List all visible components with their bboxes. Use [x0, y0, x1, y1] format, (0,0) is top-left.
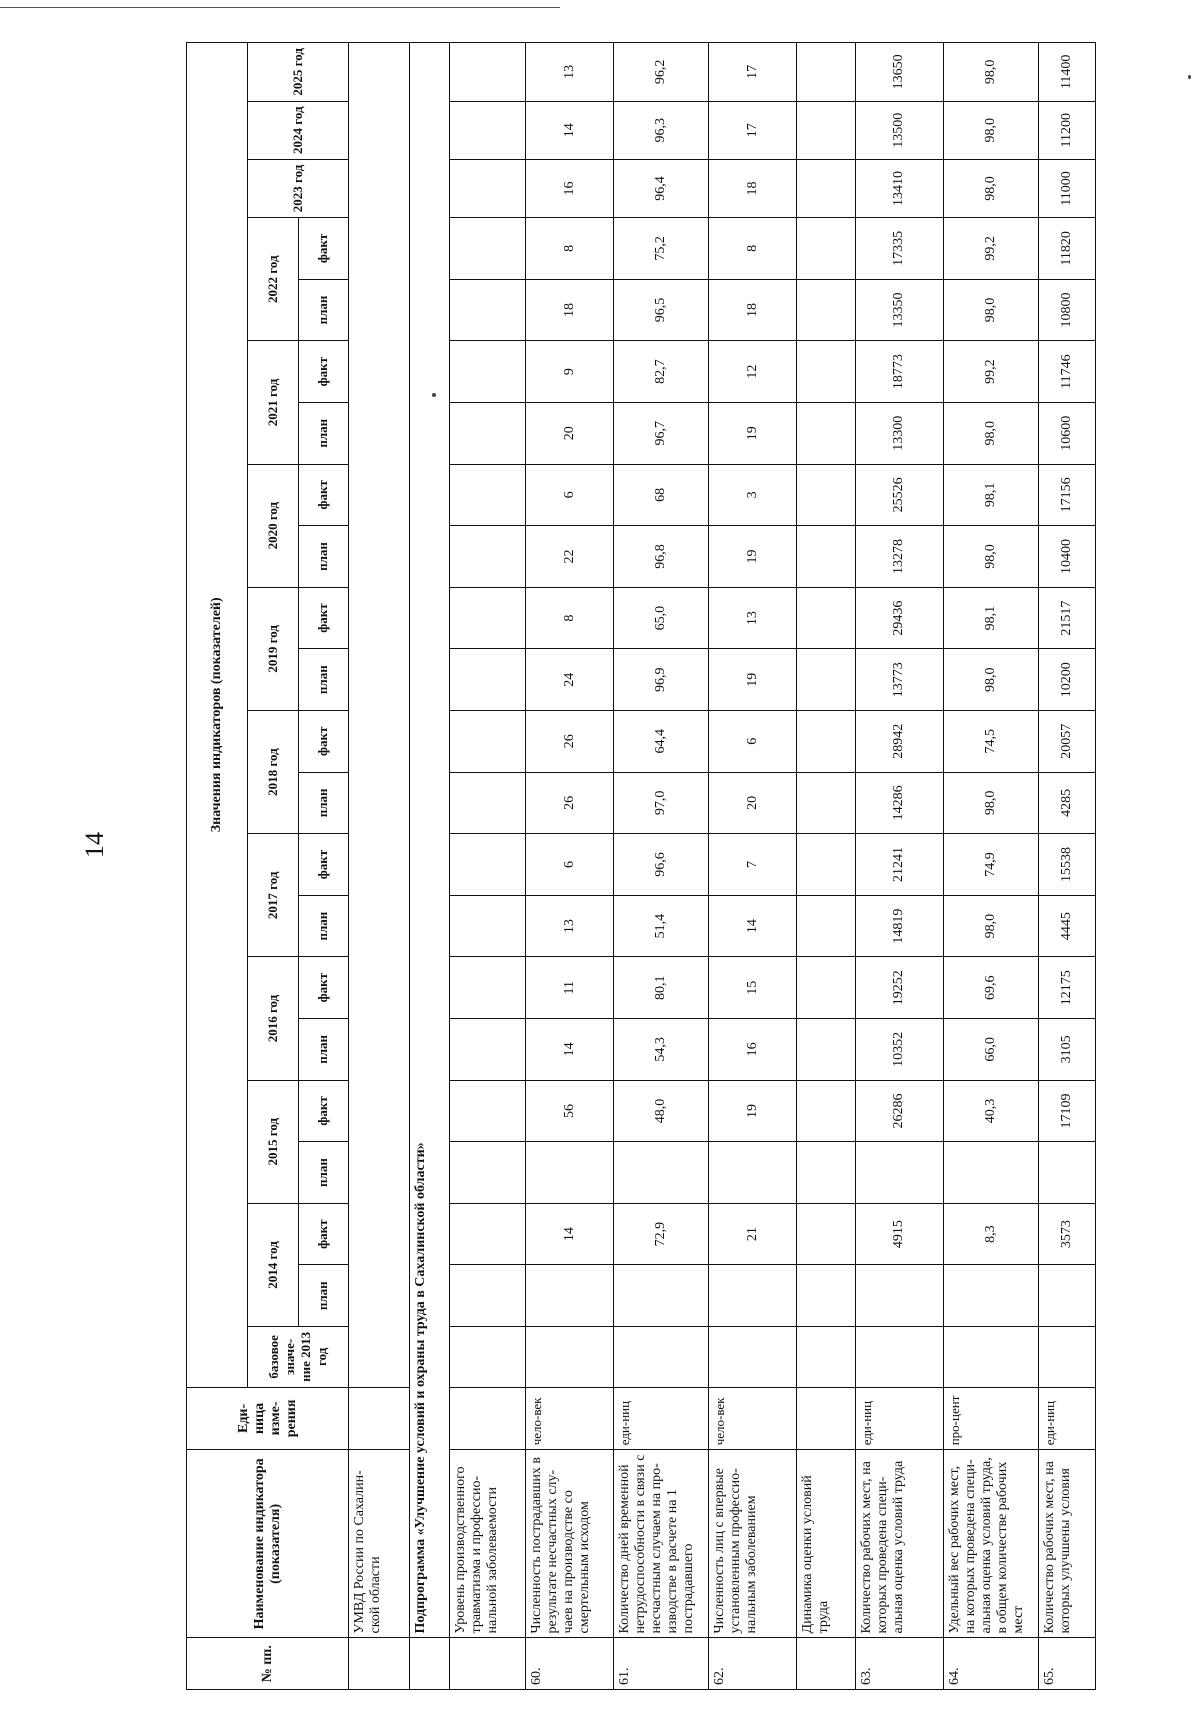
- row-number: 60.: [526, 1638, 614, 1690]
- value-cell: [449, 587, 526, 649]
- value-cell: [449, 526, 526, 588]
- value-cell: [449, 402, 526, 464]
- value-cell: [796, 957, 855, 1019]
- value-cell: 18: [526, 279, 614, 341]
- value-cell: [449, 43, 526, 102]
- header-plan: план: [298, 1265, 348, 1327]
- value-cell: [709, 1142, 797, 1204]
- value-cell: 14: [526, 1019, 614, 1081]
- header-year-single: 2025 год: [248, 43, 349, 102]
- header-plan: план: [298, 649, 348, 711]
- value-cell: 10600: [1038, 402, 1095, 464]
- header-year: 2018 год: [248, 710, 298, 833]
- header-unit: Еди-ница изме-рения: [187, 1387, 349, 1450]
- value-cell: 11746: [1038, 341, 1095, 403]
- value-cell: 18773: [856, 341, 944, 403]
- value-cell: 10352: [856, 1019, 944, 1081]
- value-cell: [796, 341, 855, 403]
- value-cell: [449, 895, 526, 957]
- value-cell: [796, 587, 855, 649]
- header-year-single: 2024 год: [248, 101, 349, 159]
- value-cell: 96,5: [614, 279, 709, 341]
- value-cell: 98,0: [943, 101, 1038, 159]
- value-cell: 8: [526, 587, 614, 649]
- value-cell: [796, 159, 855, 217]
- header-fact: факт: [298, 341, 348, 403]
- row-number: 65.: [1038, 1638, 1095, 1690]
- value-cell: 96,8: [614, 526, 709, 588]
- value-cell: 8,3: [943, 1203, 1038, 1265]
- value-cell: 96,3: [614, 101, 709, 159]
- value-cell: [796, 526, 855, 588]
- value-cell: 16: [709, 1019, 797, 1081]
- value-cell: 13650: [856, 43, 944, 102]
- value-cell: 10400: [1038, 526, 1095, 588]
- value-cell: 98,0: [943, 159, 1038, 217]
- value-cell: [796, 279, 855, 341]
- header-fact: факт: [298, 957, 348, 1019]
- value-cell: [796, 1142, 855, 1204]
- rotated-table-container: [186, 42, 1096, 1690]
- value-cell: [449, 1142, 526, 1204]
- value-cell: 11: [526, 957, 614, 1019]
- top-rule: [0, 7, 560, 8]
- header-fact: факт: [298, 834, 348, 896]
- value-cell: 19: [709, 526, 797, 588]
- value-cell: 14: [526, 101, 614, 159]
- value-cell: [796, 834, 855, 896]
- value-cell: 18: [709, 159, 797, 217]
- value-cell: [856, 1327, 944, 1387]
- value-cell: 17: [709, 101, 797, 159]
- value-cell: 15538: [1038, 834, 1095, 896]
- unit-cell: про-цент: [943, 1387, 1038, 1450]
- value-cell: [449, 101, 526, 159]
- value-cell: [449, 1080, 526, 1142]
- value-cell: 13: [526, 43, 614, 102]
- value-cell: [796, 1019, 855, 1081]
- value-cell: 66,0: [943, 1019, 1038, 1081]
- value-cell: 17: [709, 43, 797, 102]
- value-cell: [449, 159, 526, 217]
- table-row: [526, 43, 614, 1690]
- value-cell: 19: [709, 402, 797, 464]
- value-cell: 98,0: [943, 279, 1038, 341]
- value-cell: 20057: [1038, 710, 1095, 772]
- value-cell: [614, 1142, 709, 1204]
- value-cell: 10800: [1038, 279, 1095, 341]
- unit-cell: чело-век: [526, 1387, 614, 1450]
- value-cell: 98,0: [943, 772, 1038, 834]
- value-cell: 99,2: [943, 341, 1038, 403]
- header-plan: план: [298, 1142, 348, 1204]
- value-cell: 74,9: [943, 834, 1038, 896]
- value-cell: 7: [709, 834, 797, 896]
- value-cell: [449, 772, 526, 834]
- value-cell: 69,6: [943, 957, 1038, 1019]
- value-cell: [526, 1265, 614, 1327]
- value-cell: 13278: [856, 526, 944, 588]
- value-cell: 25526: [856, 464, 944, 526]
- value-cell: 4445: [1038, 895, 1095, 957]
- value-cell: 4285: [1038, 772, 1095, 834]
- value-cell: 56: [526, 1080, 614, 1142]
- value-cell: 98,0: [943, 402, 1038, 464]
- value-cell: 98,0: [943, 526, 1038, 588]
- value-cell: [449, 834, 526, 896]
- value-cell: 82,7: [614, 341, 709, 403]
- value-cell: 96,7: [614, 402, 709, 464]
- value-cell: 13: [709, 587, 797, 649]
- table-row: [614, 43, 709, 1690]
- subprogram-num-cell: [410, 1638, 449, 1690]
- value-cell: 54,3: [614, 1019, 709, 1081]
- unit-cell: [449, 1387, 526, 1450]
- header-values-group: Значения индикаторов (показателей): [187, 43, 248, 1388]
- value-cell: 20: [526, 402, 614, 464]
- value-cell: 26: [526, 710, 614, 772]
- value-cell: 75,2: [614, 218, 709, 280]
- value-cell: [449, 1327, 526, 1387]
- value-cell: 14: [526, 1203, 614, 1265]
- value-cell: 51,4: [614, 895, 709, 957]
- value-cell: [796, 402, 855, 464]
- row-number: 64.: [943, 1638, 1038, 1690]
- umvd-num-cell: [349, 1638, 410, 1690]
- header-year: 2020 год: [248, 464, 298, 587]
- value-cell: 11200: [1038, 101, 1095, 159]
- umvd-name: УМВД России по Сахалин-ской области: [349, 1450, 410, 1638]
- table-row: [449, 43, 526, 1690]
- value-cell: [796, 1265, 855, 1327]
- indicator-name: Уровень производственного травматизма и профессио-нальной заболеваемости: [449, 1450, 526, 1638]
- indicator-name: Динамика оценки условий труда: [796, 1450, 855, 1638]
- header-num: № пп.: [187, 1638, 349, 1690]
- header-fact: факт: [298, 1080, 348, 1142]
- value-cell: 26: [526, 772, 614, 834]
- value-cell: 80,1: [614, 957, 709, 1019]
- value-cell: 8: [526, 218, 614, 280]
- value-cell: 98,1: [943, 587, 1038, 649]
- value-cell: 13300: [856, 402, 944, 464]
- value-cell: [449, 1203, 526, 1265]
- value-cell: [449, 1019, 526, 1081]
- value-cell: 96,2: [614, 43, 709, 102]
- value-cell: 13: [526, 895, 614, 957]
- table-row: [943, 43, 1038, 1690]
- header-year: 2017 год: [248, 834, 298, 957]
- value-cell: [449, 341, 526, 403]
- umvd-values-cell: [349, 43, 410, 1388]
- value-cell: 19: [709, 649, 797, 711]
- value-cell: [796, 649, 855, 711]
- value-cell: [449, 649, 526, 711]
- value-cell: 10200: [1038, 649, 1095, 711]
- value-cell: 29436: [856, 587, 944, 649]
- value-cell: [796, 772, 855, 834]
- value-cell: 6: [526, 464, 614, 526]
- value-cell: 68: [614, 464, 709, 526]
- page-number: 14: [80, 832, 109, 858]
- value-cell: 12175: [1038, 957, 1095, 1019]
- value-cell: 24: [526, 649, 614, 711]
- value-cell: 98,0: [943, 649, 1038, 711]
- value-cell: 3105: [1038, 1019, 1095, 1081]
- table-row: [709, 43, 797, 1690]
- value-cell: 64,4: [614, 710, 709, 772]
- header-plan: план: [298, 895, 348, 957]
- value-cell: 17156: [1038, 464, 1095, 526]
- row-number: 62.: [709, 1638, 797, 1690]
- value-cell: [943, 1265, 1038, 1327]
- header-fact: факт: [298, 587, 348, 649]
- value-cell: 14819: [856, 895, 944, 957]
- value-cell: 28942: [856, 710, 944, 772]
- value-cell: [1038, 1142, 1095, 1204]
- header-year-single: 2023 год: [248, 159, 349, 217]
- indicator-name: Численность пострадавших в результате несчастных слу-чаев на производстве со смертельным исходом: [526, 1450, 614, 1638]
- row-number: 63.: [856, 1638, 944, 1690]
- value-cell: [449, 1265, 526, 1327]
- header-year: 2021 год: [248, 341, 298, 464]
- value-cell: 22: [526, 526, 614, 588]
- value-cell: 17109: [1038, 1080, 1095, 1142]
- indicator-name: Количество рабочих мест, на которых проведена специ-альная оценка условий труда: [856, 1450, 944, 1638]
- table-row: [796, 43, 855, 1690]
- value-cell: 6: [526, 834, 614, 896]
- value-cell: [796, 710, 855, 772]
- value-cell: 98,0: [943, 43, 1038, 102]
- value-cell: 99,2: [943, 218, 1038, 280]
- value-cell: 21517: [1038, 587, 1095, 649]
- header-year: 2016 год: [248, 957, 298, 1080]
- value-cell: [1038, 1265, 1095, 1327]
- value-cell: [796, 1203, 855, 1265]
- header-fact: факт: [298, 464, 348, 526]
- value-cell: [526, 1327, 614, 1387]
- value-cell: 6: [709, 710, 797, 772]
- header-fact: факт: [298, 710, 348, 772]
- value-cell: 21: [709, 1203, 797, 1265]
- value-cell: 11820: [1038, 218, 1095, 280]
- value-cell: 8: [709, 218, 797, 280]
- unit-cell: чело-век: [709, 1387, 797, 1450]
- header-year: 2015 год: [248, 1080, 298, 1203]
- value-cell: [796, 1080, 855, 1142]
- value-cell: [449, 710, 526, 772]
- value-cell: 13500: [856, 101, 944, 159]
- value-cell: [943, 1327, 1038, 1387]
- indicator-name: Удельный вес рабочих мест, на которых проведена специ-альная оценка условий труда, в общем количестве рабочих мест: [943, 1450, 1038, 1638]
- value-cell: [796, 1327, 855, 1387]
- value-cell: [449, 279, 526, 341]
- header-plan: план: [298, 526, 348, 588]
- value-cell: [449, 218, 526, 280]
- value-cell: [796, 895, 855, 957]
- value-cell: [856, 1265, 944, 1327]
- value-cell: 9: [526, 341, 614, 403]
- umvd-unit-cell: [349, 1387, 410, 1450]
- value-cell: 16: [526, 159, 614, 217]
- value-cell: [526, 1142, 614, 1204]
- value-cell: [796, 464, 855, 526]
- value-cell: 96,6: [614, 834, 709, 896]
- row-number: [449, 1638, 526, 1690]
- header-fact: факт: [298, 1203, 348, 1265]
- value-cell: [449, 957, 526, 1019]
- indicator-name: Количество дней временной нетрудоспособности в связи с несчастным случаем на про-изводстве в расчете на 1 пострадавшего: [614, 1450, 709, 1638]
- value-cell: 19: [709, 1080, 797, 1142]
- row-number: [796, 1638, 855, 1690]
- value-cell: [614, 1265, 709, 1327]
- header-plan: план: [298, 1019, 348, 1081]
- value-cell: 13773: [856, 649, 944, 711]
- header-plan: план: [298, 402, 348, 464]
- value-cell: 19252: [856, 957, 944, 1019]
- value-cell: 3: [709, 464, 797, 526]
- value-cell: [796, 43, 855, 102]
- value-cell: [943, 1142, 1038, 1204]
- table-row: [856, 43, 944, 1690]
- value-cell: 48,0: [614, 1080, 709, 1142]
- value-cell: 4915: [856, 1203, 944, 1265]
- value-cell: 18: [709, 279, 797, 341]
- value-cell: [709, 1265, 797, 1327]
- value-cell: 15: [709, 957, 797, 1019]
- header-name: Наименование индикатора (показателя): [187, 1450, 349, 1638]
- value-cell: [614, 1327, 709, 1387]
- unit-cell: еди-ниц: [614, 1387, 709, 1450]
- value-cell: 11000: [1038, 159, 1095, 217]
- value-cell: [1038, 1327, 1095, 1387]
- header-fact: факт: [298, 218, 348, 280]
- value-cell: 13350: [856, 279, 944, 341]
- indicator-name: Количество рабочих мест, на которых улучшены условия: [1038, 1450, 1095, 1638]
- value-cell: 12: [709, 341, 797, 403]
- value-cell: [449, 464, 526, 526]
- value-cell: 20: [709, 772, 797, 834]
- value-cell: 21241: [856, 834, 944, 896]
- header-plan: план: [298, 772, 348, 834]
- header-base-value: базовое значе-ние 2013 год: [248, 1327, 349, 1387]
- value-cell: 96,9: [614, 649, 709, 711]
- value-cell: 97,0: [614, 772, 709, 834]
- value-cell: 98,0: [943, 895, 1038, 957]
- value-cell: 17335: [856, 218, 944, 280]
- value-cell: 65,0: [614, 587, 709, 649]
- header-plan: план: [298, 279, 348, 341]
- value-cell: 3573: [1038, 1203, 1095, 1265]
- subprogram-title: Подпрограмма «Улучшение условий и охраны труда в Сахалинской области»: [410, 43, 449, 1638]
- value-cell: 72,9: [614, 1203, 709, 1265]
- value-cell: 13410: [856, 159, 944, 217]
- header-year: 2019 год: [248, 587, 298, 710]
- value-cell: 40,3: [943, 1080, 1038, 1142]
- unit-cell: [796, 1387, 855, 1450]
- value-cell: [709, 1327, 797, 1387]
- row-number: 61.: [614, 1638, 709, 1690]
- value-cell: [796, 101, 855, 159]
- table-row: [1038, 43, 1095, 1690]
- value-cell: 14: [709, 895, 797, 957]
- header-year: 2022 год: [248, 218, 298, 341]
- value-cell: 98,1: [943, 464, 1038, 526]
- scan-speck: [1188, 75, 1191, 79]
- value-cell: 14286: [856, 772, 944, 834]
- value-cell: [796, 218, 855, 280]
- indicators-table: [186, 42, 1096, 1690]
- unit-cell: еди-ниц: [856, 1387, 944, 1450]
- indicator-name: Численность лиц с впервые установленным профессио-нальным заболеванием: [709, 1450, 797, 1638]
- value-cell: 26286: [856, 1080, 944, 1142]
- header-year: 2014 год: [248, 1203, 298, 1326]
- value-cell: 96,4: [614, 159, 709, 217]
- unit-cell: еди-ниц: [1038, 1387, 1095, 1450]
- value-cell: 74,5: [943, 710, 1038, 772]
- value-cell: [856, 1142, 944, 1204]
- value-cell: 11400: [1038, 43, 1095, 102]
